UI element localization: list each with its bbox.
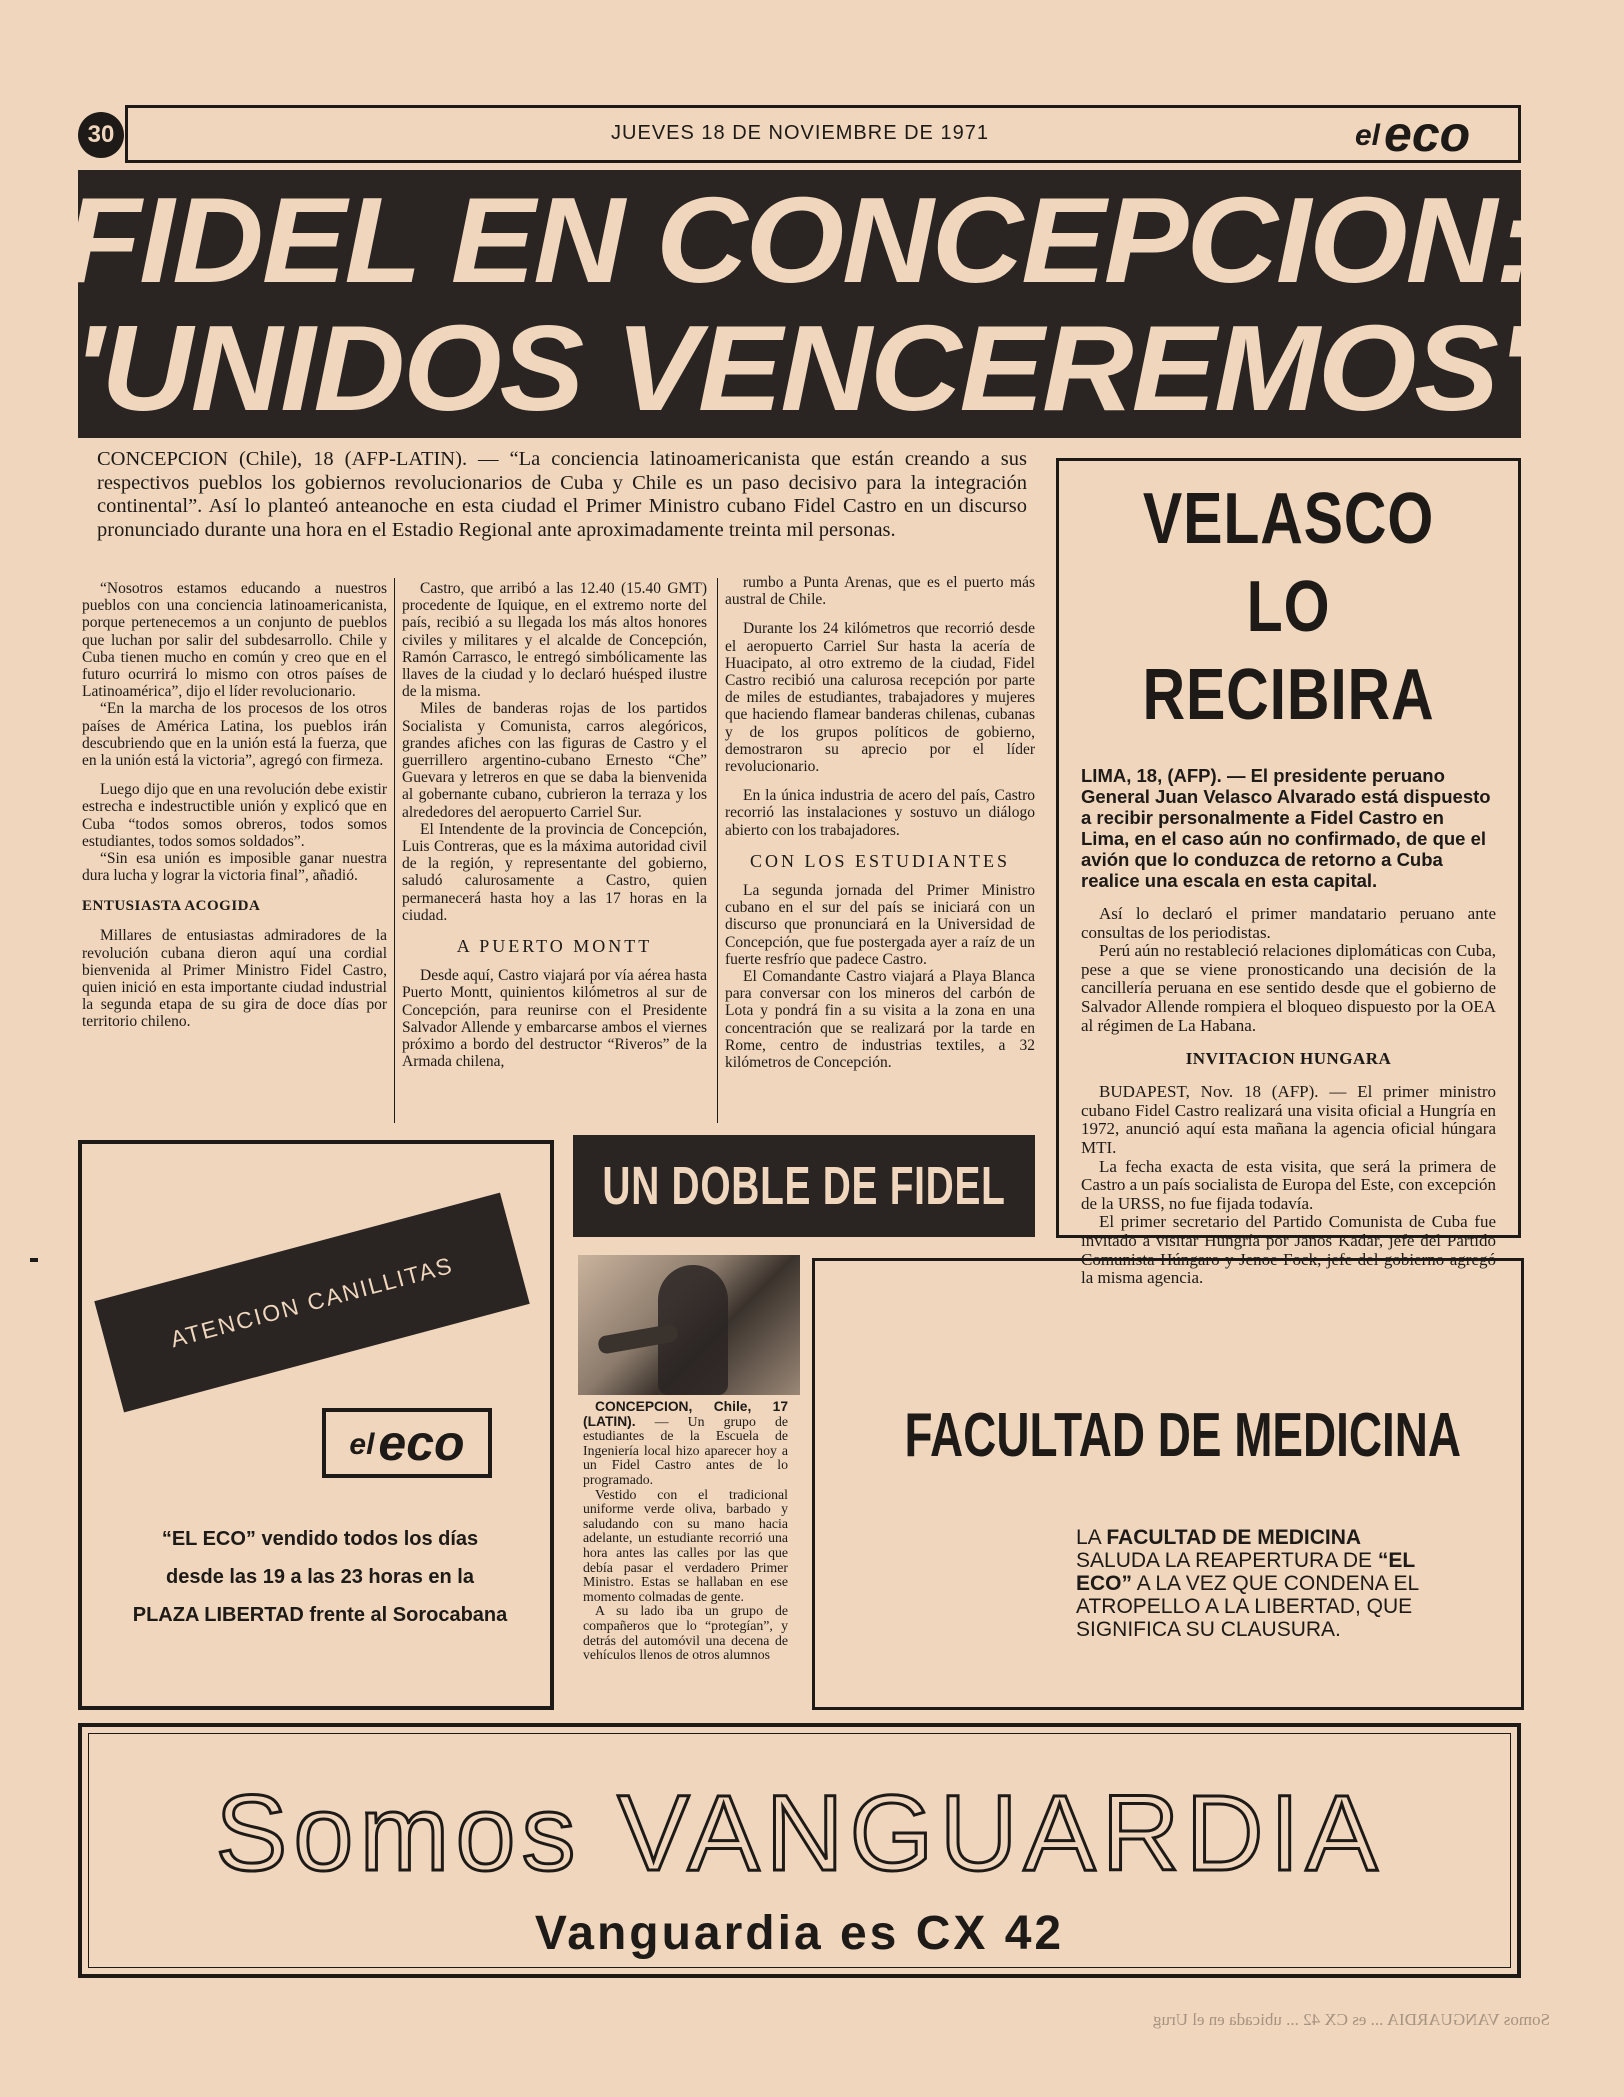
eco-logo-box — [322, 1408, 492, 1478]
subheading: ENTUSIASTA ACOGIDA — [82, 898, 261, 915]
doble-banner — [573, 1135, 1035, 1237]
headline-line-2: 'UNIDOS VENCEREMOS' — [73, 300, 1526, 436]
logo-prefix: el — [349, 1428, 375, 1461]
paragraph: Perú aún no restableció relaciones diplomáticas con Cuba, pese a que se viene pronosticando una decisión de la cancillería peruana en ese sentido desde que el gobierno de Salvador Allende rompiera el bloqueo dispuesto por la OEA al régimen de La Habana. — [1081, 941, 1496, 1035]
page-number: 30 — [78, 112, 124, 158]
lead-paragraph: CONCEPCION (Chile), 18 (AFP-LATIN). — “La conciencia latinoamericanista que están creando a sus respectivos pueblos los gobiernos revolucionarios de Cuba y Chile es un paso decisivo para la integración continental”. Así lo planteó anteanoche en esta ciudad el Primer Ministro cubano Fidel Castro en un discurso pronunciado durante una hora en el Estadio Regional ante aproximadamente treinta mil personas. — [97, 448, 1027, 541]
text: A LA VEZ QUE CONDENA EL ATROPELLO A LA LIBERTAD, QUE SIGNIFICA SU CLAUSURA. — [1076, 1572, 1419, 1641]
logo-name: eco — [1384, 106, 1471, 162]
velasco-title-line-2: RECIBIRA — [1142, 655, 1435, 735]
caption-dateline: CONCEPCION, Chile, 17 (LATIN). — [583, 1399, 788, 1429]
article-column-1 — [82, 580, 387, 1031]
paragraph: La segunda jornada del Primer Ministro cubano en el sur del país se iniciará con un discurso que pronunciará en la Universidad de Concepción, que fue postergada ayer a raíz de un fuerte resfrío que padece Castro. — [725, 882, 1035, 968]
paragraph: Castro, que arribó a las 12.40 (15.40 GMT) procedente de Iquique, en el extremo norte del país, recibió a su llegada los más altos honores civiles y militares y el alcalde de Concepción, Ramón Carrasco, le entregó simbólicamente las llaves de la ciudad y lo declaró huésped ilustre de la misma. — [402, 580, 707, 701]
text-bold: “EL ECO” — [1076, 1549, 1415, 1595]
vanguardia-subline: Vanguardia es CX 42 — [534, 1907, 1065, 1960]
velasco-title-line-1: VELASCO LO — [1142, 479, 1435, 647]
fidel-double-photo — [578, 1255, 800, 1395]
canillitas-line-3: PLAZA LIBERTAD frente al Sorocabana — [132, 1604, 508, 1626]
column-rule — [394, 578, 395, 1123]
paragraph: En la única industria de acero del país, Castro recorrió las instalaciones y sostuvo un diálogo abierto con los trabajadores. — [725, 787, 1035, 839]
paragraph: Desde aquí, Castro viajará por vía aérea hasta Puerto Montt, quinientos kilómetros al sur de Concepción, para reunirse con el Presidente Salvador Allende y embarcarse ambos el viernes próximo a bordo del destructor “Riveros” de la Armada chilena, — [402, 967, 707, 1071]
paragraph: El Intendente de la provincia de Concepción, Luis Contreras, que es la máxima autoridad civil de la región, y representante del gobierno, saludó calurosamente a Castro, quien permanecerá hasta hoy a las 17 horas en la ciudad. — [402, 820, 707, 924]
paragraph: Miles de banderas rojas de los partidos Socialista y Comunista, carros alegóricos, grandes afiches con las figuras de Castro y el guerrillero argentino-cubano Ernesto “Che” Guevara y letreros en que se daba la bienvenida al gobernante cubano, cubrieron la terraza y los alrededores del aeropuerto Carriel Sur. — [402, 700, 707, 821]
atencion-canillitas-banner: ATENCION CANILLITAS — [94, 1193, 529, 1413]
doble-title: UN DOBLE DE FIDEL — [602, 1156, 1006, 1216]
velasco-lead: LIMA, 18, (AFP). — El presidente peruano General Juan Velasco Alvarado está dispuesto a recibir personalmente a Fidel Castro en Lima, en el caso aún no confirmado, de que el avión que lo conduzca de retorno a Cuba realice una escala en esta capital. — [1081, 765, 1491, 891]
canillitas-line-2: desde las 19 a las 23 horas en la — [166, 1566, 474, 1588]
paragraph: “Sin esa unión es imposible ganar nuestra dura lucha y lograr la victoria final”, añadió. — [82, 850, 387, 885]
logo-name: eco — [378, 1415, 465, 1471]
canillitas-line-1: “EL ECO” vendido todos los días — [161, 1528, 479, 1550]
margin-mark — [30, 1258, 38, 1262]
paragraph: rumbo a Punta Arenas, que es el puerto más austral de Chile. — [725, 574, 1035, 609]
medicina-text — [1076, 1526, 1436, 1641]
article-column-3 — [725, 574, 1035, 1071]
paragraph: Así lo declaró el primer mandatario peruano ante consultas de los periodistas. — [1081, 904, 1496, 942]
vanguardia-headline: Somos VANGUARDIA — [215, 1772, 1384, 1893]
text: LA — [1076, 1526, 1107, 1549]
subheading: A PUERTO MONTT — [456, 936, 653, 957]
velasco-article-box — [1056, 458, 1521, 1288]
logo-prefix: el — [1355, 119, 1381, 152]
paragraph: BUDAPEST, Nov. 18 (AFP). — El primer ministro cubano Fidel Castro realizará una visita oficial a Hungría en 1972, anunció aquí esta mañana la agencia oficial húngara MTI. — [1081, 1082, 1496, 1157]
bleed-through-text: Somos VANGUARDIA ... es CX 42 ... ubicada en el Urug — [1153, 2010, 1550, 2029]
subheading: CON LOS ESTUDIANTES — [749, 850, 1010, 871]
paragraph: Durante los 24 kilómetros que recorrió desde el aeropuerto Carriel Sur hasta la acería de Huacipato, al otro extremo de la ciudad, Fidel Castro recibió una calurosa recepción por parte de miles de estudiantes, trabajadores y mujeres que haciendo flamear banderas chilenas, cubanas y de los grupos políticos de gobierno, demostraron su aprecio por el líder revolucionario. — [725, 620, 1035, 776]
column-rule — [717, 578, 718, 1123]
caption-text: — Un grupo de estudiantes de la Escuela de Ingeniería local hizo aparecer hoy a un Fidel Castro antes de lo programado. — [583, 1413, 788, 1487]
photo-caption — [583, 1400, 788, 1663]
headline-banner — [63, 170, 1536, 438]
paragraph: “En la marcha de los procesos de los otros países de América Latina, los pueblos irán descubriendo que en la unión está la fuerza, que en la unión está la victoria”, agregó con firmeza. — [82, 700, 387, 770]
paragraph: El Comandante Castro viajará a Playa Blanca para conversar con los mineros del carbón de Lota y pondrá fin a su visita a la zona en una concentración que se realizará por la tarde en Rome, centro de industrias textiles, a 32 kilómetros de Concepción. — [725, 968, 1035, 1072]
paragraph: Millares de entusiastas admiradores de la revolución cubana dieron aquí una cordial bienvenida al Primer Ministro Fidel Castro, quien inició en esta importante ciudad industrial la segunda etapa de su gira de doce días por territorio chileno. — [82, 927, 387, 1031]
paragraph: Luego dijo que en una revolución debe existir estrecha e indestructible unión y explicó que en Cuba “todos somos obreros, todos somos estudiantes, todos somos soldados”. — [82, 781, 387, 850]
subheading: INVITACION HUNGARA — [1185, 1049, 1392, 1069]
text: SALUDA LA REAPERTURA DE — [1076, 1549, 1378, 1572]
medicina-ad-frame — [812, 1258, 1524, 1710]
medicina-title: FACULTAD DE MEDICINA — [904, 1401, 1462, 1470]
headline-line-1: FIDEL EN CONCEPCION: — [63, 172, 1536, 308]
text-bold: FACULTAD DE MEDICINA — [1106, 1526, 1362, 1549]
article-column-2 — [402, 580, 707, 1070]
paragraph: A su lado iba un grupo de compañeros que lo “protegían”, y detrás del automóvil una decena de vehículos llenos de otros alumnos — [583, 1603, 788, 1663]
paragraph: “Nosotros estamos educando a nuestros pueblos con una conciencia latinoamericanista, porque pertenecemos a un conjunto de pueblos que luchan por salir del subdesarrollo. Chile y Cuba tienen mucho en común y creo que en el futuro ocurrirá lo mismo con otros países de Latinoamérica”, dijo el líder revolucionario. — [82, 580, 387, 701]
paragraph: Vestido con el tradicional uniforme verde oliva, barbado y saludando con su mano hacia adelante, un estudiante recorrió una hora antes las calles por las que debía pasar el verdadero Primer Ministro. Estas se hallaban en ese momento colmadas de gente. — [583, 1486, 788, 1604]
paragraph: La fecha exacta de esta visita, que será la primera de Castro a un país socialista de Europa del Este, con excepción de la URSS, no fue fijada todavía. — [1081, 1156, 1496, 1213]
masthead-logo — [1355, 108, 1515, 160]
canillitas-text — [100, 1520, 540, 1634]
paragraph: El primer secretario del Partido Comunista de Cuba fue invitado a visitar Hungría por Janos Kadar, jefe del Partido Comunista Húngaro y Jenoe Fock, jefe del gobierno agregó la misma agencia. — [1081, 1212, 1496, 1288]
issue-date: JUEVES 18 DE NOVIEMBRE DE 1971 — [611, 122, 989, 144]
